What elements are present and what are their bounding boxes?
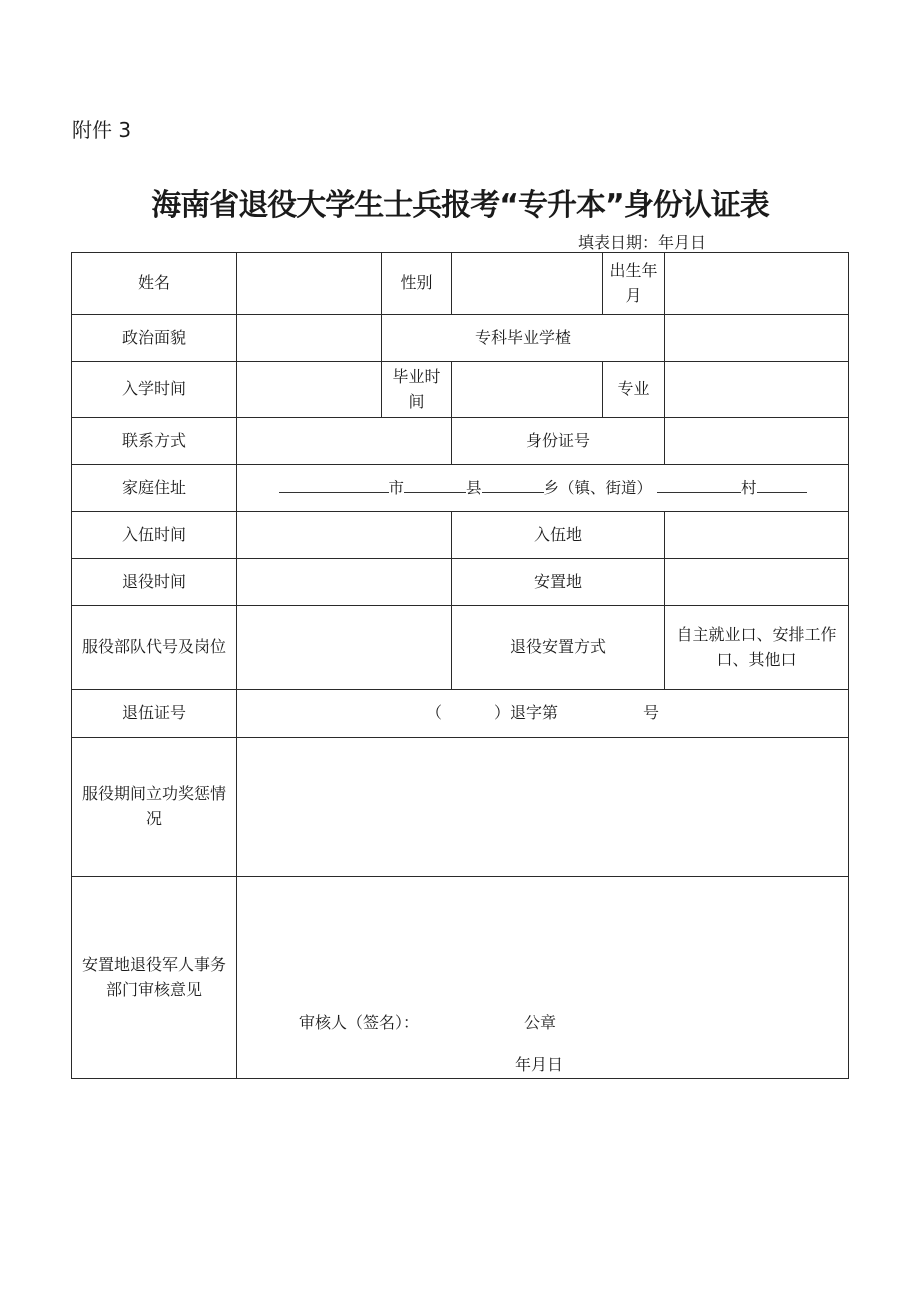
major-field[interactable]: [665, 362, 849, 418]
attachment-label: 附件 3: [72, 118, 132, 142]
address-county: 县: [466, 478, 482, 497]
major-label: 专业: [603, 362, 665, 418]
table-row: [72, 465, 849, 512]
contact-label: 联系方式: [72, 418, 237, 465]
discharge-time-field[interactable]: [237, 559, 452, 606]
table-row: [72, 877, 849, 1079]
table-row: [72, 606, 849, 690]
id-number-label: 身份证号: [452, 418, 665, 465]
placement-field[interactable]: [665, 559, 849, 606]
awards-field[interactable]: [237, 738, 849, 877]
placement-method-label: 退役安置方式: [452, 606, 665, 690]
contact-field[interactable]: [237, 418, 452, 465]
gender-label: 性别: [382, 253, 452, 315]
graduate-time-field[interactable]: [452, 362, 603, 418]
review-field[interactable]: [237, 877, 849, 1079]
table-row: [72, 690, 849, 738]
id-number-field[interactable]: [665, 418, 849, 465]
table-row: [72, 512, 849, 559]
college-field[interactable]: [665, 315, 849, 362]
enlist-place-label: 入伍地: [452, 512, 665, 559]
enroll-time-field[interactable]: [237, 362, 382, 418]
table-row: [72, 559, 849, 606]
placement-method-options[interactable]: 自主就业口、安排工作口、其他口: [665, 606, 849, 690]
political-label: 政治面貌: [72, 315, 237, 362]
birth-label: 出生年月: [603, 253, 665, 315]
enroll-time-label: 入学时间: [72, 362, 237, 418]
discharge-time-label: 退役时间: [72, 559, 237, 606]
official-seal: 公章: [524, 1013, 557, 1032]
awards-label: 服役期间立功奖惩情况: [72, 738, 237, 877]
name-field[interactable]: [237, 253, 382, 315]
unit-post-label: 服役部队代号及岗位: [72, 606, 237, 690]
form-title: 海南省退役大学生士兵报考“专升本”身份认证表: [151, 188, 769, 223]
review-label: 安置地退役军人事务部门审核意见: [72, 877, 237, 1079]
political-field[interactable]: [237, 315, 382, 362]
discharge-cert-label: 退伍证号: [72, 690, 237, 738]
gender-field[interactable]: [452, 253, 603, 315]
graduate-time-label: 毕业时间: [382, 362, 452, 418]
fill-date: 填表日期：年月日: [578, 233, 707, 252]
review-date: 年月日: [515, 1055, 564, 1074]
table-row: [72, 362, 849, 418]
address-village: 村: [740, 478, 757, 497]
identity-form-table: [71, 252, 849, 1079]
discharge-cert-field[interactable]: （ ）退字第 号: [237, 690, 849, 738]
college-label: 专科毕业学楂: [382, 315, 665, 362]
name-label: 姓名: [72, 253, 237, 315]
reviewer-signature: 审核人（签名）：: [299, 1013, 420, 1032]
placement-label: 安置地: [452, 559, 665, 606]
table-row: [72, 418, 849, 465]
enlist-time-field[interactable]: [237, 512, 452, 559]
address-township: 乡（镇、街道）: [543, 478, 653, 497]
enlist-time-label: 入伍时间: [72, 512, 237, 559]
enlist-place-field[interactable]: [665, 512, 849, 559]
unit-post-field[interactable]: [237, 606, 452, 690]
address-city: 市: [388, 478, 405, 497]
birth-field[interactable]: [665, 253, 849, 315]
address-field[interactable]: [237, 465, 849, 512]
table-row: [72, 315, 849, 362]
address-label: 家庭住址: [72, 465, 237, 512]
table-row: [72, 738, 849, 877]
table-row: [72, 253, 849, 315]
